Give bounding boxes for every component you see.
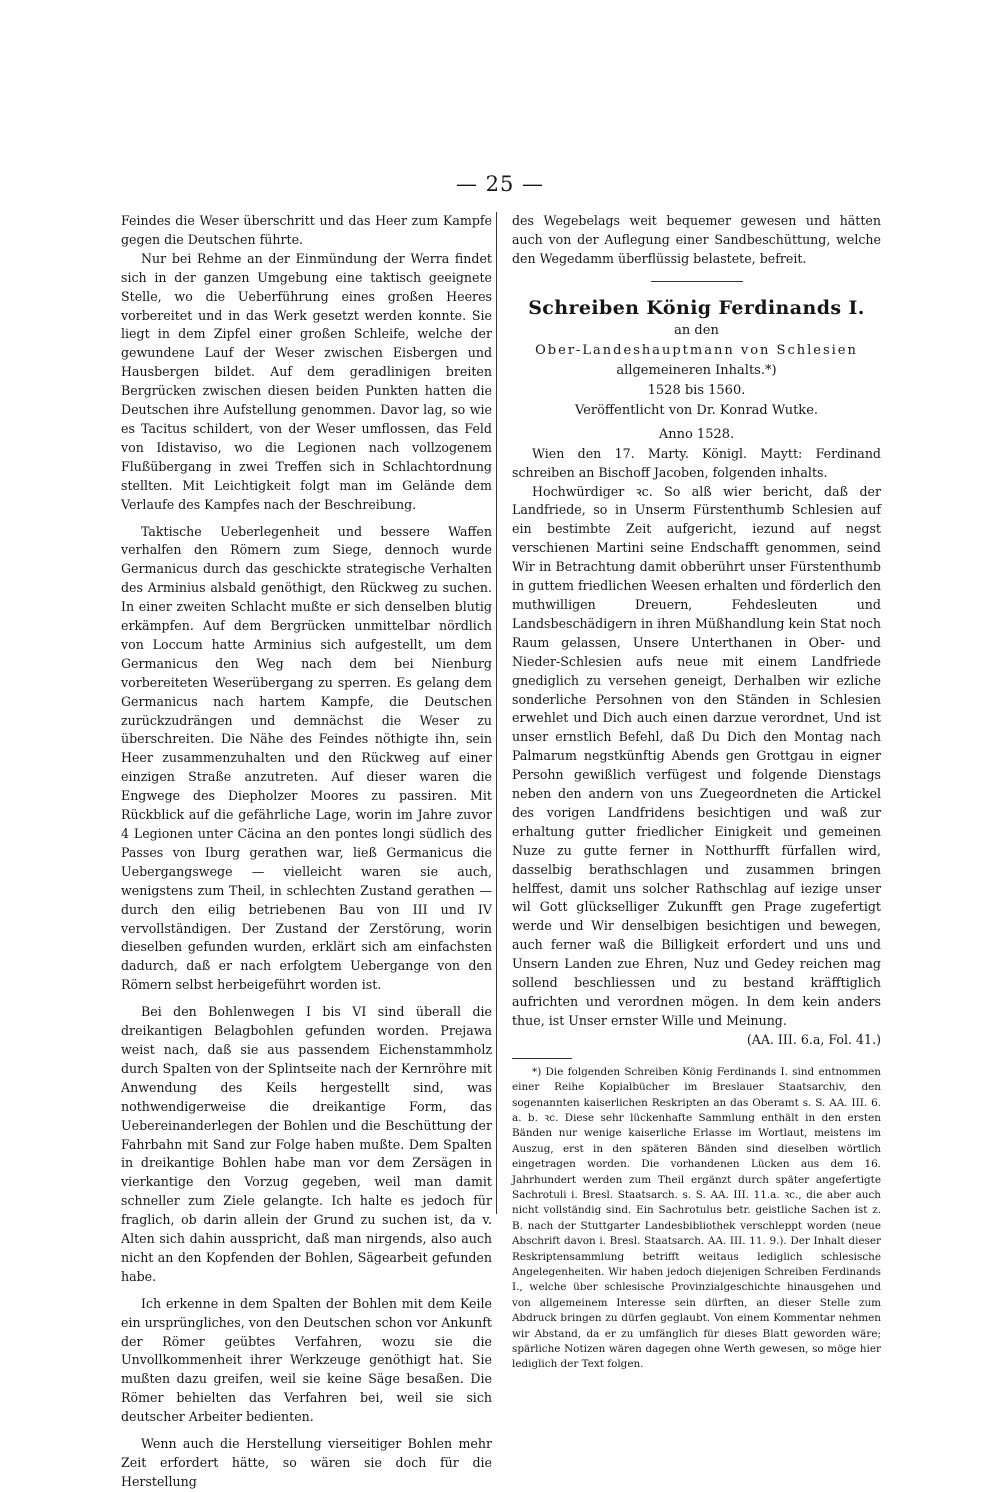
paragraph: Nur bei Rehme an der Einmündung der Werra findet sich in der ganzen Umgebung eine taktisch geeignete Stelle, wo die Ueberführung eines großen Heeres vorbereitet und in das Werk gesetzt werden konnte. Sie liegt in dem Zipfel einer großen Schleife, welche der gewundene Lauf der Weser zwischen Eisbergen und Hausbergen bildet. Auf dem geradlinigen breiten Bergrücken zwischen diesen beiden Punkten hatten die Deutschen ihre Aufstellung genommen. Davor lag, so wie es Tacitus schildert, von der Weser umflossen, das Feld von Idistaviso, wo die Legionen nach vollzogenem Flußübergang in zwei Treffen sich in Schlachtordnung stellten. Mit Leichtigkeit folgt man im Gelände dem Verlaufe des Kampfes nach der Beschreibung. — [121, 250, 492, 512]
paragraph: Wien den 17. Marty. Königl. Maytt: Ferdinand schreiben an Bischoff Jacoben, folgenden inhalts. — [512, 445, 881, 480]
section-separator — [651, 281, 743, 282]
subtitle-line: Ober-Landeshauptmann von Schlesien — [535, 342, 858, 358]
paragraph: Hochwürdiger ꝛc. So alß wier bericht, daß der Landfriede, so in Unserm Fürstenthumb Schlesien auf ein bestimbte Zeit aufgericht, iezund auf negst verschienen Martini seine Endschafft genommen, seind Wir in Betrachtung damit obberührt unser Fürstenthumb in guttem friedlichen Weesen erhalten und förderlich den muthwilligen Dreuern, Fehdesleuten und Landsbeschädigern in ihren Müßhandlung kein Stat noch Raum gelassen, Unsere Unterthanen in Ober- und Nieder-Schlesien aufs neue mit einem Landfriede gnediglich zu versehen geneigt, Derhalben wir ezliche sonderliche Persohnen von den Ständen in Schlesien erwehlet und Dich auch einen darzue verordnet, Und ist unser ernstlich Befehl, daß Du Dich den Montag nach Palmarum negstkünftig Abends gen Grottgau in eigner Persohn gewißlich verfügest und folgende Dienstags neben den andern von uns Zuegeordneten die Artickel des vorigen Landfridens besichtigen und waß zur erhaltung gutter friedlicher Einigkeit und gemeinen Nuze zu gutte ferner in Notthurfft fürfallen wird, dasselbig berathschlagen und zusammen bringen helffest, damit uns solcher Rathschlag auf iezige unser wil Gott glückselliger Zukunfft gen Prage zugefertigt werde und Wir denselbigen besichtigen und bewegen, auch ferner waß die Billigkeit erfordert und uns und Unsern Landen zue Ehren, Nuz und Gedey reichen mag sollend beschliessen und zu bestand kräfftiglich aufrichten und verordnen mögen. In dem kein anders thue, ist Unser ernster Wille und Meinung. — [512, 483, 881, 1028]
paragraph: Ich erkenne in dem Spalten der Bohlen mit dem Keile ein ursprüngliches, von den Deutschen schon vor Ankunft der Römer geübtes Verfahren, wozu sie die Unvollkommenheit ihrer Werkzeuge genöthigt hat. Sie mußten dazu greifen, weil sie keine Säge besaßen. Die Römer behielten das Verfahren bei, weil sie sich deutscher Arbeiter bedienten. — [121, 1295, 492, 1425]
subtitle-line: an den — [674, 322, 719, 338]
subtitle-line: allgemeineren Inhalts.*) — [616, 362, 777, 378]
page-number: — 25 — — [455, 172, 545, 196]
column-divider — [496, 212, 497, 1214]
subtitle-line: 1528 bis 1560. — [647, 382, 746, 398]
left-column — [121, 212, 492, 1492]
footnote: *) Die folgenden Schreiben König Ferdinands I. sind entnommen einer Reihe Kopialbücher im Breslauer Staatsarchiv, den sogenannten kaiserlichen Reskripten an das Oberamt s. S. AA. III. 6. a. b. ꝛc. Diese sehr lückenhafte Sammlung enthält in den ersten Bänden nur wenige kaiserliche Erlasse im Wortlaut, meistens im Auszug, erst in den späteren Bänden sind dieselben wörtlich eingetragen worden. Die vorhandenen Lücken aus dem 16. Jahrhundert werden zum Theil ergänzt durch später angefertigte Sachrotuli i. Bresl. Staatsarch. s. S. AA. III. 11.a. ꝛc., die aber auch nicht vollständig sind. Ein Sachrotulus betr. geistliche Sachen ist z. B. nach der Stuttgarter Landesbibliothek verschleppt worden (neue Abschrift davon i. Bresl. Staatsarch. AA. III. 11. 9.). Der Inhalt dieser Reskriptensammlung betrifft weitaus lediglich schlesische Angelegenheiten. Wir haben jedoch diejenigen Schreiben Ferdinands I., welche über schlesische Provinzialgeschichte hinausgehen und von allgemeinem Interesse sein dürften, an dieser Stelle zum Abdruck bringen zu dürfen geglaubt. Von einem Kommentar nehmen wir Abstand, da er zu umfänglich für dieses Blatt geworden wäre; spärliche Notizen wären dagegen ohne Werth gewesen, so möge hier lediglich der Text folgen. — [512, 1065, 881, 1371]
paragraph: Wenn auch die Herstellung vierseitiger Bohlen mehr Zeit erfordert hätte, so wären sie doch für die Herstellung — [121, 1436, 492, 1489]
right-column — [512, 212, 881, 1373]
paragraph: Feindes die Weser überschritt und das Heer zum Kampfe gegen die Deutschen führte. — [121, 213, 492, 247]
paragraph: Bei den Bohlenwegen I bis VI sind überall die dreikantigen Belagbohlen gefunden worden. Prejawa weist nach, daß sie aus passendem Eichenstammholz durch Spalten von der Splintseite nach der Kernröhre mit Anwendung des Keils hergestellt sind, was nothwendigerweise die dreikantige Form, das Uebereinanderlegen der Bohlen und die Beschüttung der Fahrbahn mit Sand zur Folge haben mußte. Dem Spalten in dreikantige Bohlen habe man vor dem Zersägen in vierkantige den Vorzug gegeben, weil man damit schneller zum Ziele gelangte. Ich halte es jedoch für fraglich, ob darin allein der Grund zu suchen ist, da v. Alten sich dahin ausspricht, daß man nirgends, also auch nicht an den Kopfenden der Bohlen, Sägearbeit gefunden habe. — [121, 1004, 492, 1284]
document-title: Schreiben König Ferdinands I. — [528, 296, 865, 319]
year-heading: Anno 1528. — [658, 426, 735, 442]
author-line: Veröffentlicht von Dr. Konrad Wutke. — [574, 402, 819, 418]
archive-reference: (AA. III. 6.a, Fol. 41.) — [746, 1031, 881, 1047]
footnote-rule — [512, 1058, 572, 1059]
paragraph-continuation: des Wegebelags weit bequemer gewesen und hätten auch von der Auflegung einer Sandbeschüttung, welche den Wegedamm überflüssig belastete, befreit. — [512, 213, 881, 266]
paragraph: Taktische Ueberlegenheit und bessere Waffen verhalfen den Römern zum Siege, dennoch wurde Germanicus durch das geschickte strategische Verhalten des Arminius alsbald genöthigt, den Rückweg zu suchen. In einer zweiten Schlacht mußte er sich denselben blutig erkämpfen. Auf dem Bergrücken unmittelbar nördlich von Loccum hatte Arminius sich aufgestellt, um dem Germanicus den Weg nach dem bei Nienburg vorbereiteten Weserübergang zu sperren. Es gelang dem Germanicus nach hartem Kampfe, die Deutschen zurückzudrängen und demnächst die Weser zu überschreiten. Die Nähe des Feindes nöthigte ihn, sein Heer zusammenzuhalten und den Rückweg auf einer einzigen Straße anzutreten. Auf dieser waren die Engwege des Diepholzer Moores zu passiren. Mit Rückblick auf die gefährliche Lage, worin im Jahre zuvor 4 Legionen unter Cäcina an den pontes longi südlich des Passes von Iburg gerathen war, ließ Germanicus die Uebergangswege — vielleicht waren sie auch, wenigstens zum Theil, in schlechten Zustand gerathen — durch den eilig betriebenen Bau von III und IV vervollständigen. Der Zustand der Zerstörung, worin dieselben gefunden wurden, erklärt sich am einfachsten dadurch, daß er nach erfolgtem Uebergange von den Römern selbst herbeigeführt worden ist. — [121, 523, 492, 993]
